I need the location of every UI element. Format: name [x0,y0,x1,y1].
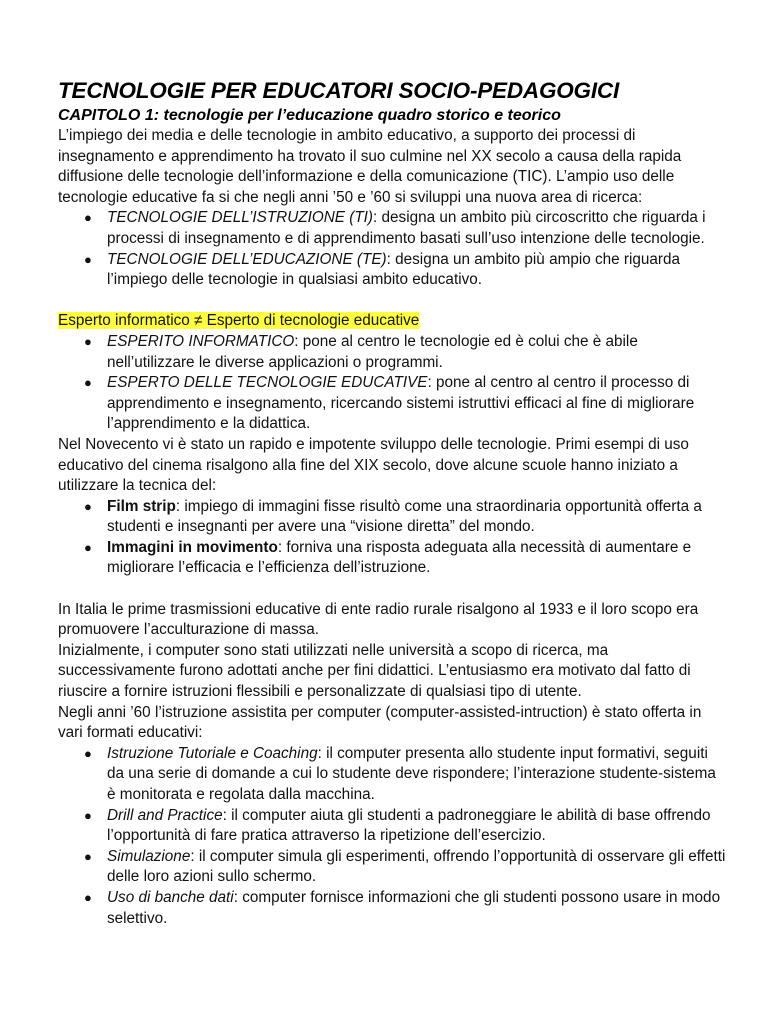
list-item [58,744,728,806]
list-item-term: ESPERITO INFORMATICO [107,332,295,350]
list-item-term: Immagini in movimento [107,538,278,556]
bullet-icon: ● [84,889,92,905]
list-item [58,538,728,579]
novecento-paragraph: Nel Novecento vi è stato un rapido e impotente sviluppo delle tecnologie. Primi esempi di uso educativo del cinema risalgono alla fine del XIX secolo, dove alcune scuole hanno iniziato a utilizzare la tecnica del: [58,435,689,495]
list-item-term: Film strip [107,497,176,515]
list-item-text: : designa un ambito più ampio che riguarda l’impiego delle tecnologie in qualsiasi ambito educativo. [107,250,681,289]
chapter-heading: CAPITOLO 1: tecnologie per l’educazione quadro storico e teorico [58,107,561,124]
list-item [58,497,728,538]
list-item-text: : impiego di immagini fisse risultò come una straordinaria opportunità offerta a studenti e insegnanti per avere una “visione diretta” del mondo. [107,497,702,536]
bullet-icon: ● [84,333,92,349]
list-item-term: TECNOLOGIE DELL’EDUCAZIONE (TE) [107,250,387,268]
list-item-text: : il computer presenta allo studente input formativi, seguiti da una serie di domande a cui lo studente deve rispondere; l’interazione studente-sistema è monitorata e regolata dalla macchina. [107,744,716,803]
list-item-text: : il computer simula gli esperimenti, offrendo l’opportunità di osservare gli effetti delle loro azioni sullo schermo. [107,847,726,886]
bullet-icon: ● [84,210,92,226]
technology-areas-list [58,208,728,290]
bullet-icon: ● [84,745,92,761]
list-item-text: : computer fornisce informazioni che gli studenti possono usare in modo selettivo. [107,888,721,927]
bullet-icon: ● [84,251,92,267]
cai-paragraph: Negli anni ’60 l’istruzione assistita per computer (computer-assisted-intruction) è stato offerta in vari formati educativi: [58,703,702,742]
spacer [58,291,728,312]
list-item-term: Uso di banche dati [107,888,234,906]
highlighted-heading: Esperto informatico ≠ Esperto di tecnologie educative [58,312,420,330]
list-item-term: Istruzione Tutoriale e Coaching [107,744,318,762]
list-item-text: : pone al centro le tecnologie ed è colui che è abile nell’utilizzare le diverse applicazioni o programmi. [107,332,638,371]
list-item [58,332,728,373]
list-item-term: Simulazione [107,847,191,865]
list-item [58,208,728,249]
spacer [58,579,728,600]
cinema-techniques-list [58,497,728,579]
list-item-text: : pone al centro al centro il processo di apprendimento e insegnamento, ricercando sistemi istruttivi efficaci al fine di migliorare l’apprendimento e la didattica. [107,374,695,433]
computer-paragraph: Inizialmente, i computer sono stati utilizzati nelle università a scopo di ricerca, ma successivamente furono adottati anche per fini didattici. L’entusiasmo era motivato dal fatto di riuscire a fornire istruzioni flessibili e personalizzate di qualsiasi tipo di utente. [58,641,691,701]
list-item-text: : il computer aiuta gli studenti a padroneggiare le abilità di base offrendo l’opportunità di fare pratica attraverso la ripetizione dell’esercizio. [107,806,711,845]
list-item-term: TECNOLOGIE DELL’ISTRUZIONE (TI) [107,209,374,227]
intro-paragraph: L’impiego dei media e delle tecnologie in ambito educativo, a supporto dei processi di insegnamento e apprendimento ha trovato il suo culmine nel XX secolo a causa della rapida diffusione delle tecnologie dell’informazione e della comunicazione (TIC). L’ampio uso delle tecnologie educative fa si che negli anni ’50 e ’60 si sviluppi una nuova area di ricerca: [58,127,682,206]
cai-formats-list [58,744,728,929]
bullet-icon: ● [84,848,92,864]
list-item [58,888,728,929]
bullet-icon: ● [84,807,92,823]
bullet-icon: ● [84,375,92,391]
list-item [58,373,728,435]
list-item [58,250,728,291]
list-item-text: : forniva una risposta adeguata alla necessità di aumentare e migliorare l’efficacia e l’efficienza dell’istruzione. [107,538,692,577]
radio-paragraph: In Italia le prime trasmissioni educative di ente radio rurale risalgono al 1933 e il loro scopo era promuovere l’acculturazione di massa. [58,600,699,639]
list-item-term: Drill and Practice [107,806,223,824]
highlight-paragraph [58,311,728,332]
list-item-term: ESPERTO DELLE TECNOLOGIE EDUCATIVE [107,374,428,392]
document-title: TECNOLOGIE PER EDUCATORI SOCIO-PEDAGOGICI [58,78,620,103]
bullet-icon: ● [84,498,92,514]
bullet-icon: ● [84,539,92,555]
list-item [58,806,728,847]
list-item [58,847,728,888]
expert-list [58,332,728,435]
list-item-text: : designa un ambito più circoscritto che riguarda i processi di insegnamento e di apprendimento basati sull’uso intenzione delle tecnologie. [107,209,706,247]
